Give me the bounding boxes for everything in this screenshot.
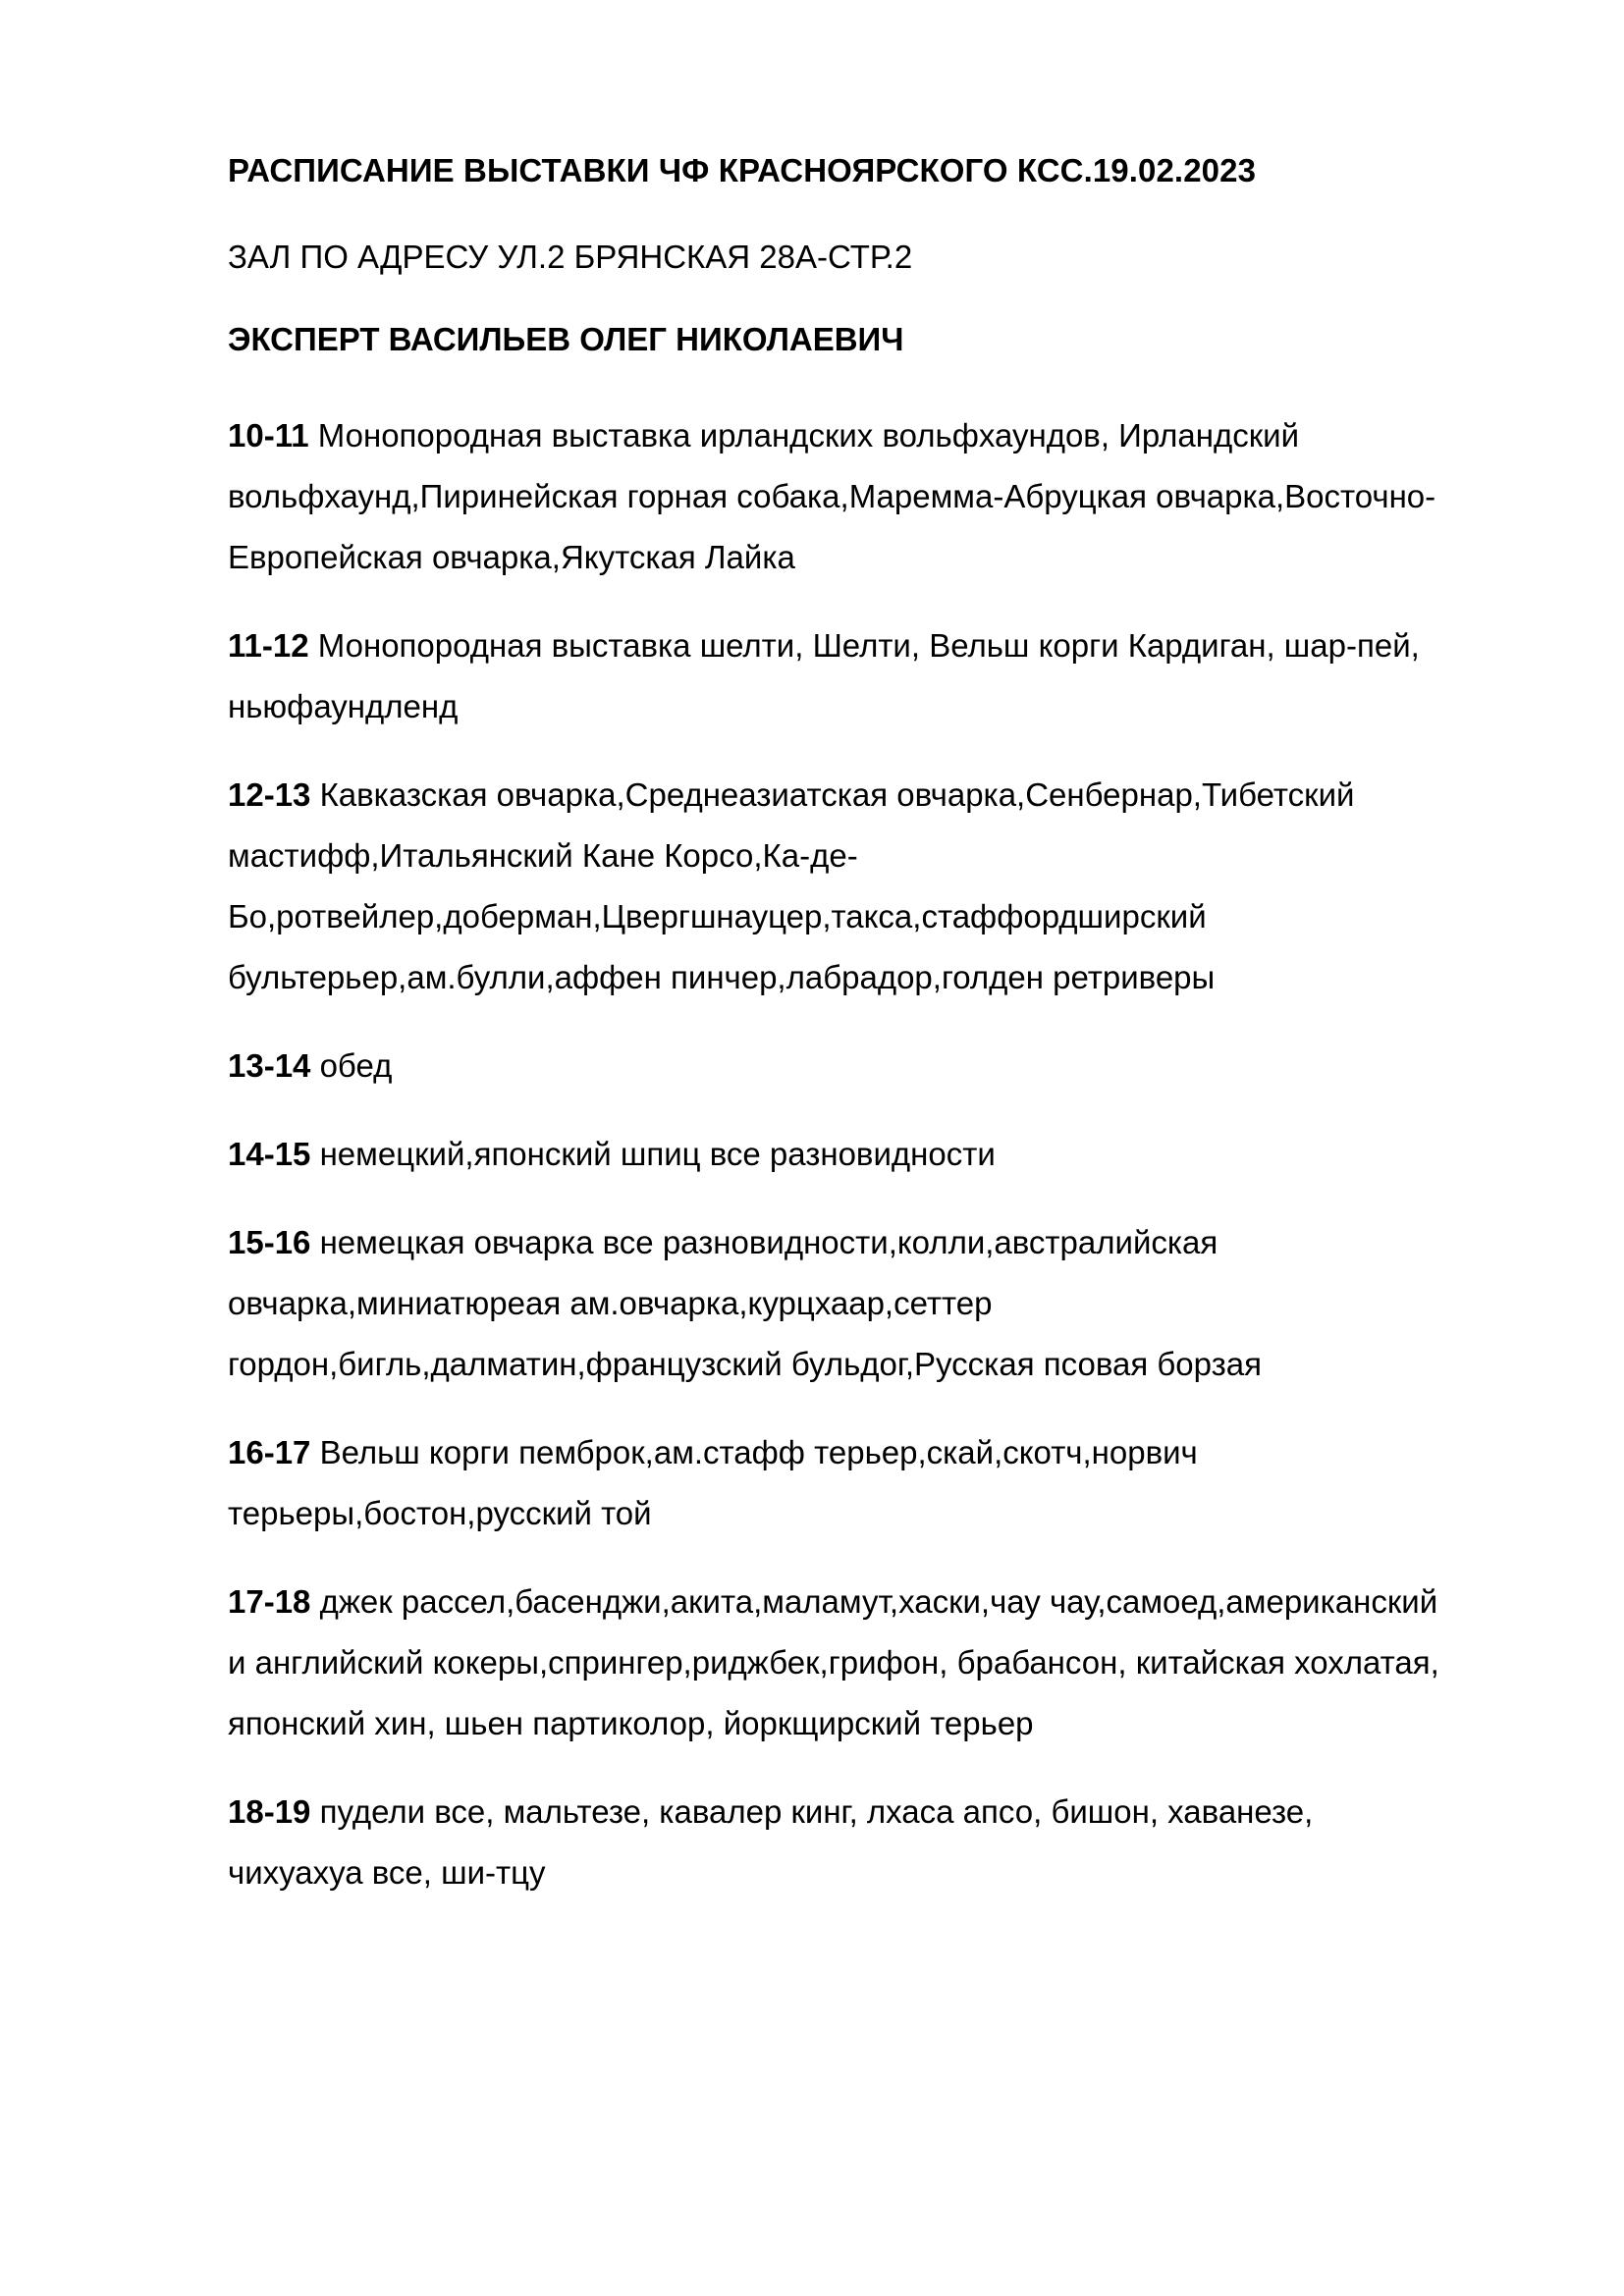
- schedule-entry-breeds: джек рассел,басенджи,акита,маламут,хаски,чау чау,самоед,американский и английский кокеры,спрингер,риджбек,грифон, брабансон, китайская хохлатая, японский хин, шьен партиколор, йоркщирский терьер: [228, 1582, 1439, 1741]
- schedule-entry: [228, 765, 1453, 1008]
- schedule-entry-breeds: обед: [319, 1046, 393, 1084]
- venue-address: ЗАЛ ПО АДРЕСУ УЛ.2 БРЯНСКАЯ 28А-СТР.2: [228, 239, 913, 276]
- schedule-entry: [228, 405, 1453, 588]
- document-body: [228, 149, 1453, 1903]
- schedule-entry-time: 14-15: [228, 1135, 311, 1172]
- schedule-entry-time: 12-13: [228, 775, 311, 813]
- schedule-entry: [228, 615, 1453, 737]
- schedule-entry-breeds: Вельш корги пемброк,ам.стафф терьер,скай,скотч,норвич терьеры,бостон,русский той: [228, 1433, 1198, 1531]
- schedule-entry: [228, 1782, 1453, 1903]
- schedule-entry-breeds: немецкий,японский шпиц все разновидности: [319, 1135, 996, 1172]
- schedule-entry-time: 15-16: [228, 1223, 311, 1260]
- schedule-entry-breeds: пудели все, мальтезе, кавалер кинг, лхаса апсо, бишон, хаванезе, чихуахуа все, ши-тцу: [228, 1792, 1314, 1891]
- schedule-entry: [228, 1036, 1453, 1096]
- schedule-entry-time: 10-11: [228, 416, 309, 454]
- schedule-entry: [228, 1212, 1453, 1395]
- schedule-entry-time: 17-18: [228, 1582, 311, 1620]
- schedule-entry: [228, 1422, 1453, 1544]
- schedule-entry-breeds: Кавказская овчарка,Среднеазиатская овчарка,Сенбернар,Тибетский мастифф,Итальянский Кане Корсо,Ка-де-Бо,ротвейлер,доберман,Цвергшнауцер,такса,стаффордширский бультерьер,ам.булли,аффен пинчер,лабрадор,голден ретриверы: [228, 775, 1355, 995]
- schedule-entry: [228, 1572, 1453, 1754]
- schedule-entry-time: 13-14: [228, 1046, 311, 1084]
- schedule-entry-time: 18-19: [228, 1792, 311, 1830]
- schedule-entry: [228, 1124, 1453, 1185]
- schedule-entry-time: 16-17: [228, 1433, 311, 1470]
- page-title: РАСПИСАНИЕ ВЫСТАВКИ ЧФ КРАСНОЯРСКОГО КСС.19.02.2023: [228, 152, 1257, 188]
- expert-name: ЭКСПЕРТ ВАСИЛЬЕВ ОЛЕГ НИКОЛАЕВИЧ: [228, 321, 904, 358]
- schedule-entry-time: 11-12: [228, 626, 309, 664]
- schedule-list: [228, 405, 1453, 1903]
- schedule-entry-breeds: Монопородная выставка шелти, Шелти, Вельш корги Кардиган, шар-пей, ньюфаундленд: [228, 626, 1420, 724]
- schedule-entry-breeds: Монопородная выставка ирландских вольфхаундов, Ирландский вольфхаунд,Пиринейская горная собака,Маремма-Абруцкая овчарка,Восточно-Европейская овчарка,Якутская Лайка: [228, 416, 1436, 575]
- schedule-entry-breeds: немецкая овчарка все разновидности,колли,австралийская овчарка,миниатюреая ам.овчарка,курцхаар,сеттер гордон,бигль,далматин,французский бульдог,Русская псовая борзая: [228, 1223, 1262, 1382]
